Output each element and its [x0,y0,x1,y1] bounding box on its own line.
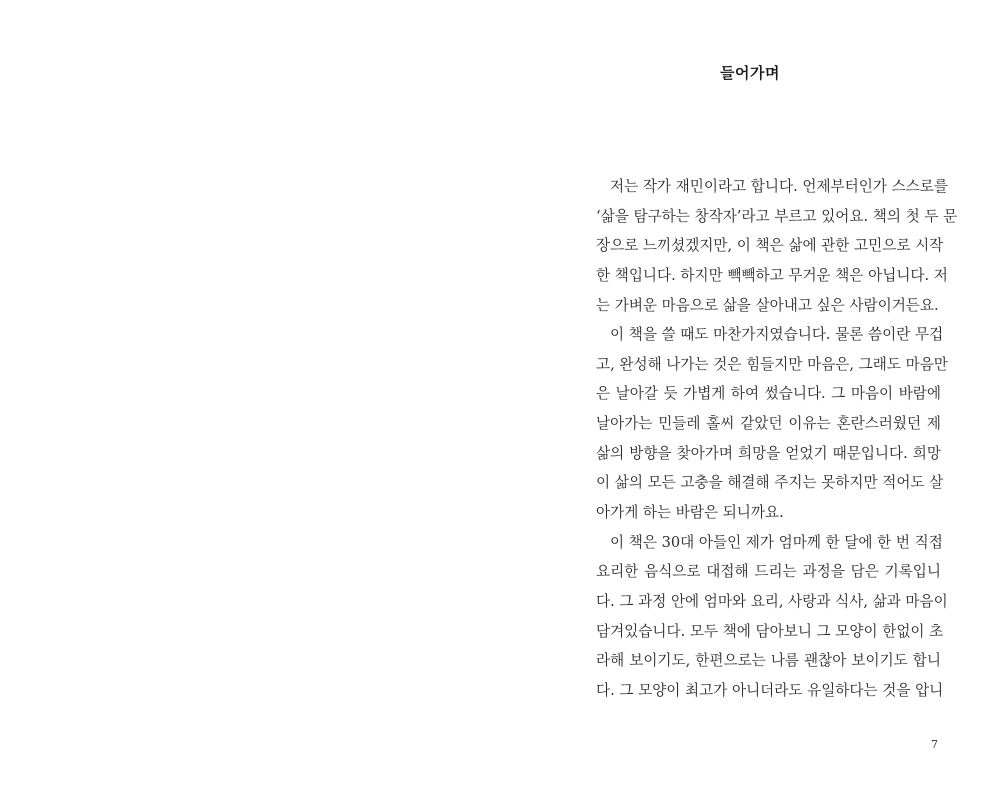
text-line: 이 책은 30대 아들인 제가 엄마께 한 달에 한 번 직접 [610,533,943,551]
text-line: 이 책을 쓸 때도 마찬가지였습니다. 물론 씀이란 무겁 [610,326,944,344]
text-line: 다. 그 과정 안에 엄마와 요리, 사랑과 식사, 삶과 마음이 [596,592,948,610]
text-line: 고, 완성해 나가는 것은 힘들지만 마음은, 그래도 마음만 [596,355,948,373]
text-line: 은 날아갈 듯 가볍게 하여 썼습니다. 그 마음이 바람에 [596,385,941,403]
text-line: ‘삶을 탐구하는 창작자’라고 부르고 있어요. 책의 첫 두 문 [596,207,958,225]
text-line: 한 책입니다. 하지만 빽빽하고 무거운 책은 아닙니다. 저 [596,266,948,284]
right-page [500,0,1000,809]
chapter-title: 들어가며 [720,64,780,82]
page-number: 7 [931,738,938,751]
text-line: 아가게 하는 바람은 되니까요. [596,504,784,522]
text-line: 이 삶의 모든 고충을 해결해 주지는 못하지만 적어도 살 [596,474,944,492]
text-line: 장으로 느끼셨겠지만, 이 책은 삶에 관한 고민으로 시작 [596,237,944,255]
text-line: 삶의 방향을 찾아가며 희망을 얻었기 때문입니다. 희망 [596,444,941,462]
body-text [596,172,958,706]
text-line: 는 가벼운 마음으로 삶을 살아내고 싶은 사람이거든요. [596,296,939,314]
text-line: 저는 작가 재민이라고 합니다. 언제부터인가 스스로를 [610,178,948,195]
text-line: 다. 그 모양이 최고가 아니더라도 유일하다는 것을 압니 [596,681,944,699]
text-line: 날아가는 민들레 홀씨 같았던 이유는 혼란스러웠던 제 [596,415,941,433]
text-line: 담겨있습니다. 모두 책에 담아보니 그 모양이 한없이 초 [596,622,944,640]
text-line: 요리한 음식으로 대접해 드리는 과정을 담은 기록입니 [596,563,941,581]
text-line: 라해 보이기도, 한편으로는 나름 괜찮아 보이기도 합니 [596,652,941,670]
